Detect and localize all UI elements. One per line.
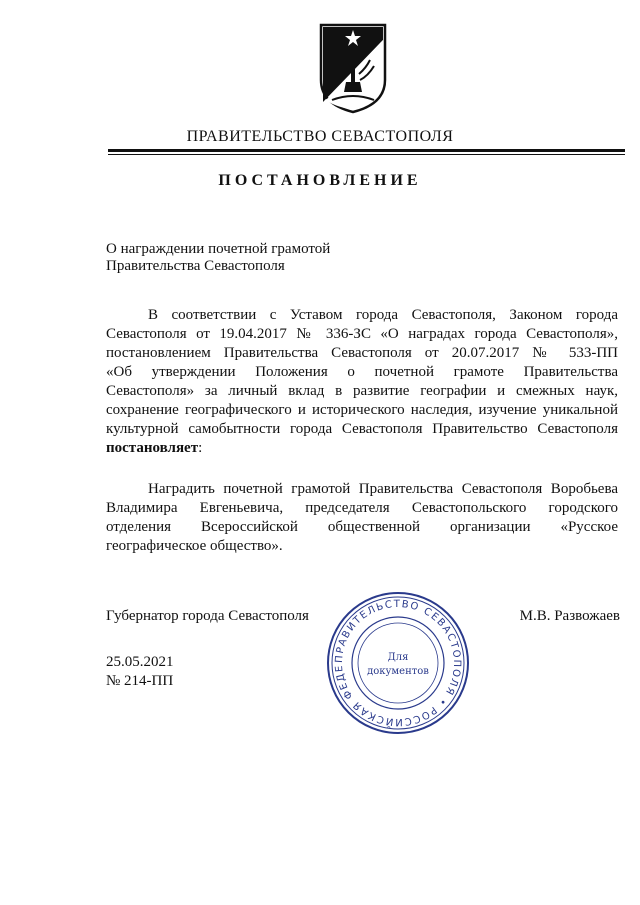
seal-center-line-1: Для <box>387 652 409 663</box>
award-line: Наградить почетной грамотой Правительства Севастополя Воробьева <box>148 481 618 497</box>
preamble-line: культурной самобытности города Севастополя Правительство Севастополя <box>106 421 618 437</box>
award-line: Владимира Евгеньевича, председателя Севастопольского городского <box>106 500 618 516</box>
organization-title: ПРАВИТЕЛЬСТВО СЕВАСТОПОЛЯ <box>186 128 454 145</box>
subject-line-2: Правительства Севастополя <box>106 258 285 274</box>
subject-line-1: О награждении почетной грамотой <box>106 241 331 257</box>
preamble-line: Севастополя от 19.04.2017 № 336-ЗС «О наградах города Севастополя», <box>106 326 618 342</box>
preamble-paragraph <box>106 306 618 458</box>
decree-word: постановляет <box>106 440 199 456</box>
header-rule-thick <box>108 149 625 152</box>
award-line: географическое общество». <box>106 538 283 554</box>
preamble-line: постановлением Правительства Севастополя от 20.07.2017 № 533-ПП <box>106 345 618 361</box>
header-rule-thin <box>108 154 625 155</box>
preamble-line: «Об утверждении Положения о почетной грамоте Правительства <box>106 364 618 380</box>
seal-center-line-2: документов <box>367 666 429 677</box>
award-line: отделения Всероссийской общественной организации «Русское <box>106 519 618 535</box>
seal-outer-text: ПРАВИТЕЛЬСТВО СЕВАСТОПОЛЯ • РОССИЙСКАЯ ФЕДЕ <box>333 598 463 728</box>
document-footer <box>106 653 174 691</box>
official-seal-stamp <box>325 590 471 736</box>
preamble-line: В соответствии с Уставом города Севастополя, Законом города <box>148 307 618 323</box>
subject-block <box>106 241 330 275</box>
preamble-line: Севастополя» за личный вклад в развитие географии и смежных наук, <box>106 383 618 399</box>
sevastopol-coat-of-arms-icon <box>318 22 388 114</box>
award-paragraph <box>106 480 618 556</box>
preamble-line: сохранение географического и исторического наследия, изучение уникальной <box>106 402 618 418</box>
decree-colon: : <box>198 440 203 456</box>
signatory-position: Губернатор города Севастополя <box>106 608 309 624</box>
decree-line <box>106 439 618 458</box>
signatory-name: М.В. Развожаев <box>519 608 620 624</box>
document-date: 25.05.2021 <box>106 654 174 670</box>
document-type-heading: ПОСТАНОВЛЕНИЕ <box>218 172 422 189</box>
document-number: № 214-ПП <box>106 673 174 689</box>
